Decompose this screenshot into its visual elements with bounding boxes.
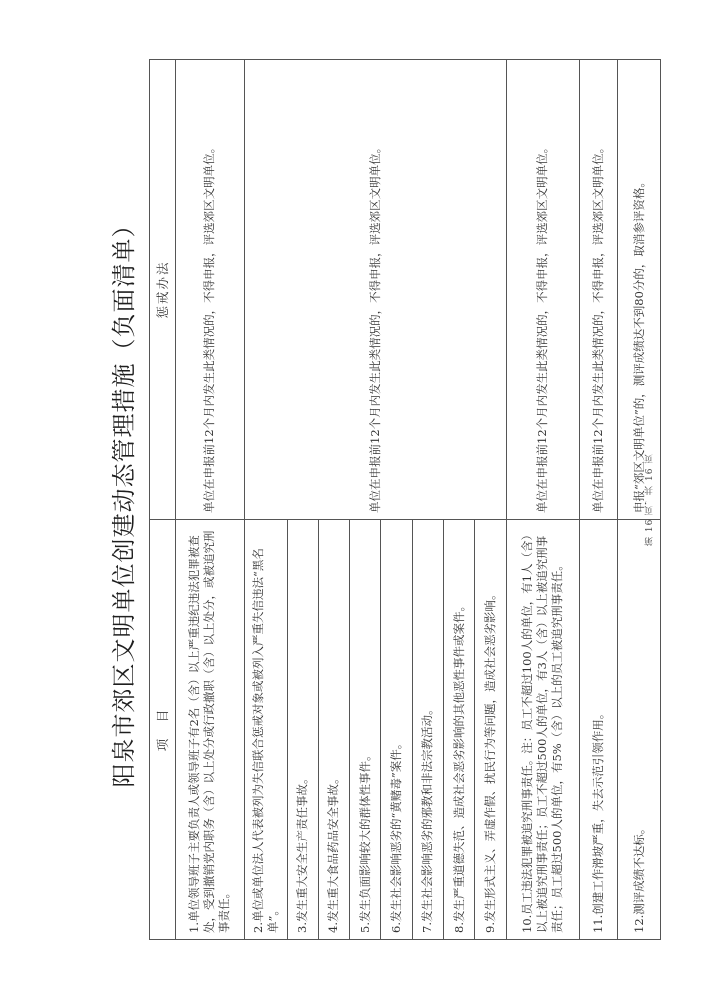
header-measure: 惩戒办法: [150, 60, 176, 520]
item-cell: 6.发生社会影响恶劣的“黄赌毒”案件。: [381, 520, 412, 940]
item-cell: 8.发生严重道德失范、造成社会恶劣影响的其他恶性事件或案件。: [443, 520, 474, 940]
measure-cell: 单位在申报前12个月内发生此类情况的，不得申报，评选郊区文明单位。: [580, 60, 618, 520]
negative-list-table: [149, 59, 661, 940]
table-row: [580, 60, 618, 940]
table-row: [506, 60, 580, 940]
item-cell: 1.单位领导班子主要负责人或领导班子有2名（含）以上严重违纪违法犯罪被查处，受到撤销党内职务（含）以上处分或行政撤职（含）以上处分，或被追究刑事责任。: [175, 520, 244, 940]
measure-cell: 单位在申报前12个月内发生此类情况的，不得申报，评选郊区文明单位。: [175, 60, 244, 520]
item-cell: 4.发生重大食品药品安全事故。: [318, 520, 349, 940]
header-item: 项 目: [150, 520, 176, 940]
document-title: 阳泉市郊区文明单位创建动态管理措施（负面清单）: [110, 212, 138, 788]
item-cell: 11.创建工作滑坡严重，失去示范引领作用。: [580, 520, 618, 940]
table-header-row: [150, 60, 176, 940]
rotated-page: [103, 60, 663, 940]
item-cell: 10.员工违法犯罪被追究刑事责任。注：员工不超过100人的单位，有1人（含）以上被追究刑事责任；员工不超过500人的单位，有3人（含）以上被追究刑事责任；员工超过500人的单位，有5%（含）以上的员工被追究刑事责任。: [506, 520, 580, 940]
item-cell: 7.发生社会影响恶劣的邪教和非法宗教活动。: [412, 520, 443, 940]
measure-cell: 单位在申报前12个月内发生此类情况的，不得申报，评选郊区文明单位。: [245, 60, 507, 520]
item-cell: 9.发生形式主义、弄虚作假、扰民行为等问题，造成社会恶劣影响。: [475, 520, 506, 940]
page-number: 第 16 页，共 16 页: [645, 453, 655, 547]
measure-cell: 单位在申报前12个月内发生此类情况的，不得申报，评选郊区文明单位。: [506, 60, 580, 520]
table-row: [175, 60, 244, 940]
item-cell: 2.单位或单位法人代表被列为失信联合惩戒对象或被列入严重失信违法“黑名单”。: [245, 520, 287, 940]
item-cell: 5.发生负面影响较大的群体性事件。: [350, 520, 381, 940]
measure-cell: 申报“郊区文明单位”的，测评成绩达不到80分的，取消参评资格。: [618, 60, 661, 520]
item-cell: 12.测评成绩不达标。: [618, 520, 661, 940]
table-row: [245, 60, 287, 940]
item-cell: 3.发生重大安全生产责任事故。: [287, 520, 318, 940]
